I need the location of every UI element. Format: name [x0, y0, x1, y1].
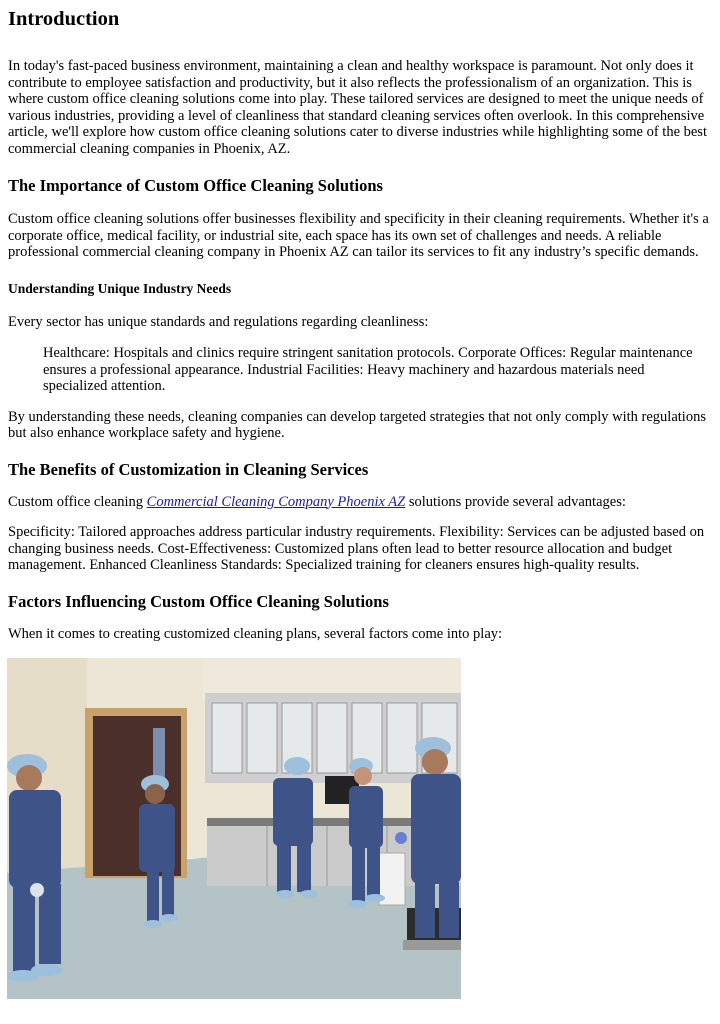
subheading-industry-needs: Understanding Unique Industry Needs — [8, 280, 232, 296]
benefits-lead-before: Custom office cleaning — [8, 493, 147, 510]
section-heading-importance: The Importance of Custom Office Cleaning Solutions — [8, 176, 383, 195]
factors-lead: When it comes to creating customized cleaning plans, several factors come into play: — [8, 625, 503, 642]
article — [0, 7, 720, 642]
intro-paragraph: In today's fast-paced business environment, maintaining a clean and healthy workspace is paramount. Not only does it contribute to employee satisfaction and productivity, but it also reflects the professionalism of an organization. This is where custom office cleaning solutions come into play. These tailored services are designed to meet the unique needs of various industries, providing a level of cleanliness that standard cleaning services often overlook. In this comprehensive article, we'll explore how custom office cleaning solutions cater to diverse industries while highlighting some of the best commercial cleaning companies in Phoenix, AZ. — [8, 58, 707, 157]
benefits-list: Specificity: Tailored approaches address particular industry requirements. Flexibility: Services can be adjusted based on changing business needs. Cost-Effectiveness: Customized plans often lead to better resource allocation and budget management. Enhanced Cleanliness Standards: Specialized training for cleaners ensures high-quality results. — [8, 524, 705, 573]
cleaning-staff-photo — [7, 658, 461, 999]
page-title: Introduction — [8, 8, 120, 30]
importance-paragraph: Custom office cleaning solutions offer businesses flexibility and specificity in their cleaning requirements. Whether it's a corporate office, medical facility, or industrial site, each space has its own set of challenges and needs. A reliable professional commercial cleaning company in Phoenix AZ can tailor its services to fit any industry’s specific demands. — [8, 211, 709, 260]
industry-list: Healthcare: Hospitals and clinics require stringent sanitation protocols. Corporate Offices: Regular maintenance ensures a professional appearance. Industrial Facilities: Heavy machinery and hazardous materials need specialized attention. — [43, 345, 693, 394]
benefits-lead-after: solutions provide several advantages: — [405, 493, 626, 510]
industry-closing: By understanding these needs, cleaning companies can develop targeted strategies that not only comply with regulations but also enhance workplace safety and hygiene. — [8, 408, 706, 441]
section-heading-benefits: The Benefits of Customization in Cleaning Services — [8, 459, 369, 479]
commercial-cleaning-link[interactable]: Commercial Cleaning Company Phoenix AZ — [146, 493, 406, 510]
section-heading-factors: Factors Influencing Custom Office Cleaning Solutions — [8, 591, 389, 611]
industry-lead: Every sector has unique standards and regulations regarding cleanliness: — [8, 313, 429, 330]
benefits-lead — [8, 494, 712, 511]
